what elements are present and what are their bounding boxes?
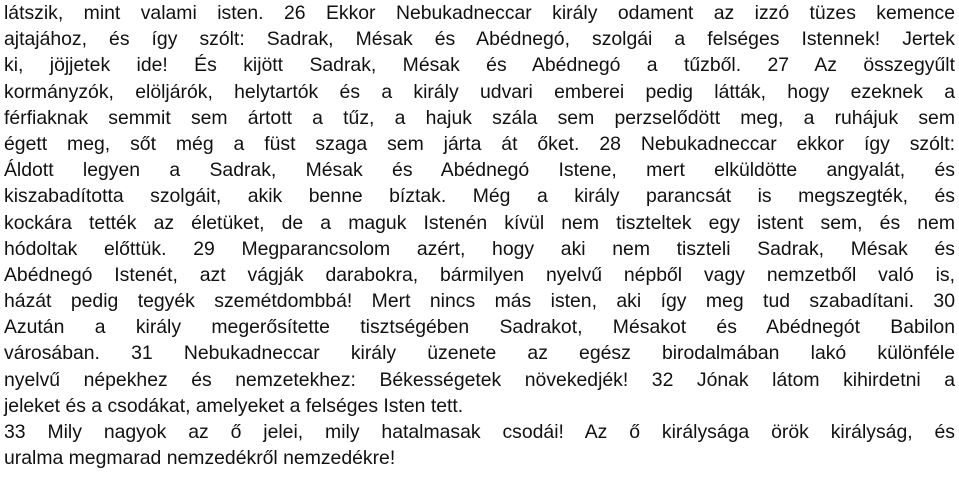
text-line: városában. 31 Nebukadneccar király üzenete az egész birodalmában lakó különféle [4,342,955,365]
text-line: jeleket és a csodákat, amelyeket a felséges Isten tett. [4,394,464,417]
text-line: kiszabadította szolgáit, akik benne bíztak. Még a király parancsát is megszegték, és [4,185,955,208]
text-line: férfiaknak semmit sem ártott a tűz, a hajuk szála sem perzselődött meg, a ruhájuk sem [4,106,955,129]
text-line: ki, jöjjetek ide! És kijött Sadrak, Mésak és Abédnegó a tűzből. 27 Az összegyűlt [4,54,955,77]
text-line: ajtajához, és így szólt: Sadrak, Mésak és Abédnegó, szolgái a felséges Istennek! Jertek [4,28,955,51]
text-line: kockára tették az életüket, de a maguk Istenén kívül nem tiszteltek egy istent sem, és nem [4,211,955,234]
text-line: uralma megmarad nemzedékről nemzedékre! [4,447,396,470]
text-line: nyelvű népekhez és nemzetekhez: Békességetek növekedjék! 32 Jónak látom kihirdetni a [4,368,955,391]
text-line: házát pedig tegyék szemétdombbá! Mert nincs más isten, aki így meg tud szabadítani. 30 [4,290,955,313]
text-line: látszik, mint valami isten. 26 Ekkor Nebukadneccar király odament az izzó tüzes kemence [4,2,955,24]
text-line: 33 Mily nagyok az ő jelei, mily hatalmasak csodái! Az ő királysága örök királyság, és [4,421,955,443]
document-text [4,0,955,471]
text-line: kormányzók, elöljárók, helytartók és a király udvari emberei pedig látták, hogy ezeknek a [4,80,955,103]
text-line: hódoltak előttük. 29 Megparancsolom azért, hogy aki nem tiszteli Sadrak, Mésak és [4,237,955,260]
text-line: Azután a király megerősítette tisztségében Sadrakot, Mésakot és Abédnegót Babilon [4,316,955,339]
text-line: Áldott legyen a Sadrak, Mésak és Abédnegó Istene, mert elküldötte angyalát, és [4,159,955,182]
text-line: égett meg, sőt még a füst szaga sem járta át őket. 28 Nebukadneccar ekkor így szólt: [4,132,955,155]
text-line: Abédnegó Istenét, azt vágják darabokra, bármilyen nyelvű népből vagy nemzetből való is, [4,263,955,286]
